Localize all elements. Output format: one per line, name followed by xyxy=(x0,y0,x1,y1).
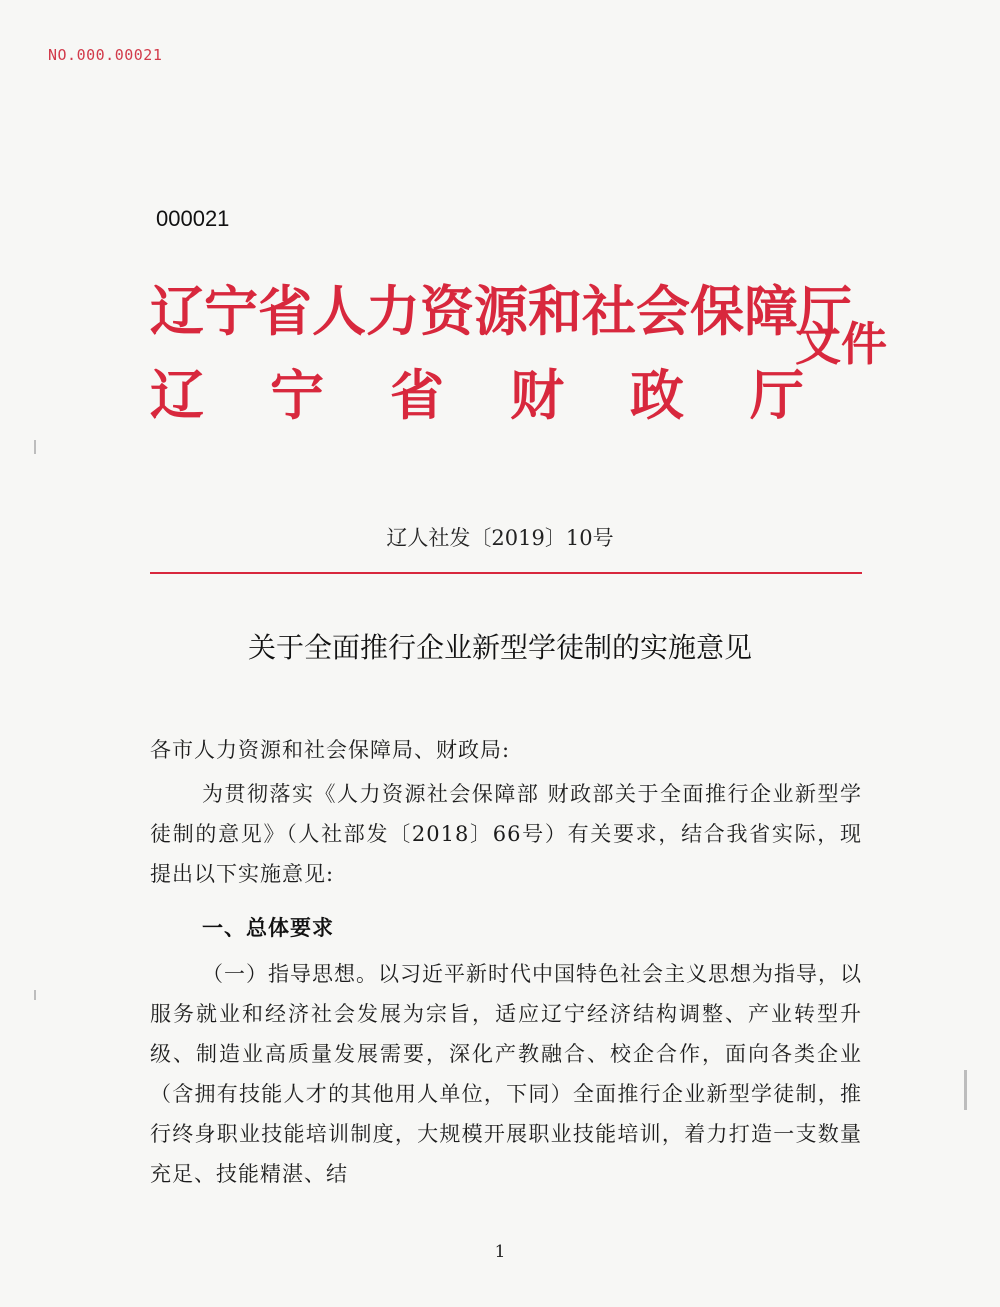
page-number: 1 xyxy=(494,1242,506,1262)
document-number: 辽人社发〔2019〕10号 xyxy=(386,526,614,550)
document-code: 000021 xyxy=(156,206,230,231)
addressee: 各市人力资源和社会保障局、财政局: xyxy=(150,738,511,762)
issuer-suffix: 文件 xyxy=(795,317,887,371)
document-title: 关于全面推行企业新型学徒制的实施意见 xyxy=(247,631,752,664)
paragraph-2: （一）指导思想。以习近平新时代中国特色社会主义思想为指导，以服务就业和经济社会发展为宗旨，适应辽宁经济结构调整、产业转型升级、制造业高质量发展需要，深化产教融合、校企合作，面向各类企业（含拥有技能人才的其他用人单位，下同）全面推行企业新型学徒制，推行终身职业技能培训制度，大规模开展职业技能培训，着力打造一支数量充足、技能精湛、结 xyxy=(150,962,862,1186)
section-heading-1: 一、总体要求 xyxy=(202,916,334,940)
issuer-line-2: 辽宁省财政厅 xyxy=(150,364,870,427)
issuer-line-1: 辽宁省人力资源和社会保障厅 xyxy=(150,280,852,343)
scan-margin-mark xyxy=(964,1070,967,1110)
serial-number-stamp: NO.000.00021 xyxy=(48,46,163,64)
red-divider-line xyxy=(150,572,862,574)
paragraph-1: 为贯彻落实《人力资源社会保障部 财政部关于全面推行企业新型学徒制的意见》（人社部发〔2018〕66号）有关要求，结合我省实际，现提出以下实施意见: xyxy=(150,782,862,886)
scan-margin-mark xyxy=(34,990,36,1000)
scan-margin-mark xyxy=(34,440,36,454)
